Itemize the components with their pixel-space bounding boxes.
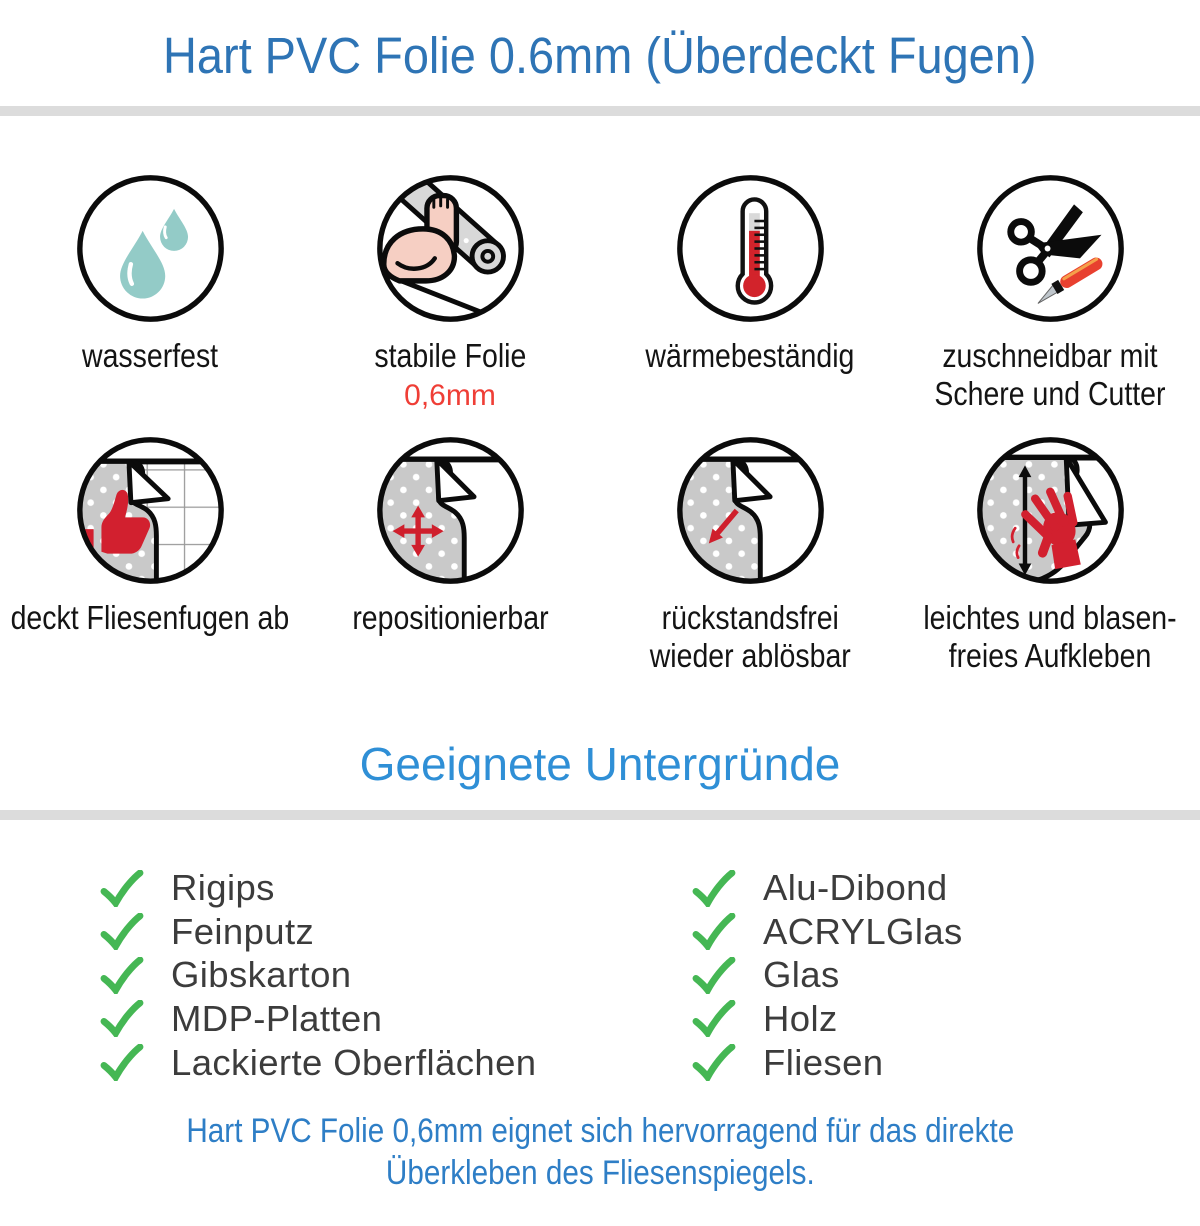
surfaces-heading: Geeignete Untergründe (359, 738, 841, 791)
surface-name: Holz (763, 997, 838, 1039)
divider-bar-middle (0, 810, 1200, 820)
checkmark-icon (691, 913, 736, 950)
feature-label: deckt Fliesenfugen ab (10, 599, 290, 637)
list-item (691, 954, 963, 998)
checkmark-icon (691, 957, 736, 994)
thermometer-icon (672, 170, 829, 327)
checkmark-icon (691, 870, 736, 907)
checkmark-icon (99, 913, 144, 950)
foil-thickness-value: 0,6mm (404, 378, 496, 412)
surface-name: Feinputz (171, 910, 315, 952)
feature-label: zuschneidbar mit Schere und Cutter (934, 338, 1166, 413)
surface-name: Fliesen (763, 1041, 884, 1083)
feature-cuttable (900, 170, 1200, 414)
surface-name: Rigips (171, 867, 275, 909)
checkmark-icon (99, 870, 144, 907)
page-title (0, 26, 1200, 85)
surfaces-column-left (99, 866, 691, 1084)
list-item (99, 866, 691, 910)
list-item (691, 866, 963, 910)
surface-name: Gibskarton (171, 954, 352, 996)
feature-heat-resistant (600, 170, 900, 414)
feature-residue-free-removal (600, 432, 900, 676)
muscle-arm-foil-roll-icon (372, 170, 529, 327)
checkmark-icon (99, 1044, 144, 1081)
feature-label: leichtes und blasen- freies Aufkleben (923, 599, 1177, 675)
checkmark-icon (99, 957, 144, 994)
list-item (99, 1041, 691, 1085)
scissors-cutter-icon (972, 170, 1129, 327)
list-item (99, 997, 691, 1041)
foil-over-tiles-thumbs-up-icon (72, 432, 229, 589)
feature-label: repositionierbar (351, 599, 549, 637)
surfaces-checklist (0, 866, 1200, 1084)
list-item (691, 1041, 963, 1085)
divider-bar-top (0, 106, 1200, 116)
feature-repositionable (300, 432, 600, 676)
feature-label: wasserfest (81, 338, 219, 375)
foil-move-arrows-icon (372, 432, 529, 589)
feature-label: stabile Folie (374, 338, 526, 375)
hand-smoothing-foil-icon (972, 432, 1129, 589)
feature-covers-tile-joints (0, 432, 300, 676)
surface-name: Glas (763, 954, 840, 996)
list-item (99, 910, 691, 954)
page-title-text: Hart PVC Folie 0.6mm (Überdeckt Fugen) (163, 27, 1037, 84)
checkmark-icon (99, 1000, 144, 1037)
feature-bubble-free-application (900, 432, 1200, 676)
feature-waterproof (0, 170, 300, 414)
surface-name: Lackierte Oberflächen (171, 1041, 537, 1083)
feature-label: rückstandsfrei wieder ablösbar (649, 599, 851, 675)
checkmark-icon (691, 1000, 736, 1037)
list-item (691, 997, 963, 1041)
list-item (691, 910, 963, 954)
surface-name: ACRYLGlas (763, 910, 963, 952)
feature-grid (0, 170, 1200, 675)
surfaces-column-right (691, 866, 963, 1084)
checkmark-icon (691, 1044, 736, 1081)
list-item (99, 954, 691, 998)
foil-peel-off-arrow-icon (672, 432, 829, 589)
feature-label: wärmebeständig (645, 338, 855, 375)
footer-line-1: Hart PVC Folie 0,6mm eignet sich hervorragend für das direkte (186, 1112, 1014, 1151)
water-drops-icon (72, 170, 229, 327)
footer-note (0, 1111, 1200, 1194)
surface-name: Alu-Dibond (763, 867, 948, 909)
surface-name: MDP-Platten (171, 997, 383, 1039)
footer-line-2: Überkleben des Fliesenspiegels. (385, 1153, 815, 1192)
feature-stable-foil (300, 170, 600, 414)
